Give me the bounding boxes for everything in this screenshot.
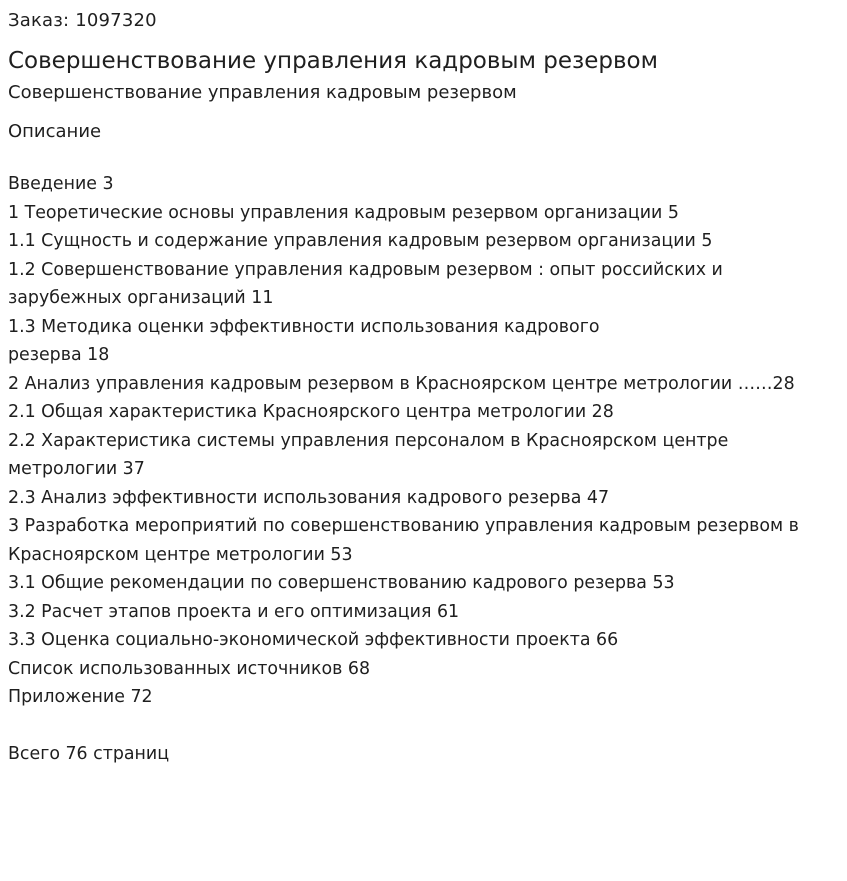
toc-item: 3.2 Расчет этапов проекта и его оптимизация 61: [8, 601, 460, 622]
toc-item: 2.3 Анализ эффективности использования кадрового резерва 47: [8, 487, 610, 508]
toc-item: Список использованных источников 68: [8, 658, 371, 679]
toc-item: резерва 18: [8, 345, 110, 365]
toc-item: 3 Разработка мероприятий по совершенствованию управления кадровым резервом в Красноярском центре метрологии 53: [8, 516, 799, 565]
toc-item: 1 Теоретические основы управления кадровым резервом организации 5: [8, 202, 679, 223]
toc-item: 1.2 Совершенствование управления кадровым резервом : опыт российских и зарубежных организаций 11: [8, 259, 723, 308]
toc-item: 2 Анализ управления кадровым резервом в Красноярском центре метрологии ……28: [8, 373, 795, 394]
table-of-contents: [8, 170, 839, 712]
total-pages: Всего 76 страниц: [8, 743, 170, 764]
toc-item: Введение 3: [8, 174, 114, 194]
document-title: Совершенствование управления кадровым резервом: [8, 48, 658, 74]
toc-item: Приложение 72: [8, 687, 153, 707]
toc-item: 1.1 Сущность и содержание управления кадровым резервом организации 5: [8, 231, 713, 251]
toc-item: 3.1 Общие рекомендации по совершенствованию кадрового резерва 53: [8, 573, 675, 593]
toc-item: 2.2 Характеристика системы управления персоналом в Красноярском центре метрологии 37: [8, 430, 729, 479]
toc-item: 3.3 Оценка социально-экономической эффективности проекта 66: [8, 630, 619, 650]
order-number: Заказ: 1097320: [8, 10, 157, 31]
toc-item: 2.1 Общая характеристика Красноярского центра метрологии 28: [8, 402, 614, 422]
document-subtitle: Совершенствование управления кадровым резервом: [8, 82, 517, 103]
description-heading: Описание: [8, 121, 102, 142]
toc-item: 1.3 Методика оценки эффективности использования кадрового: [8, 316, 600, 337]
